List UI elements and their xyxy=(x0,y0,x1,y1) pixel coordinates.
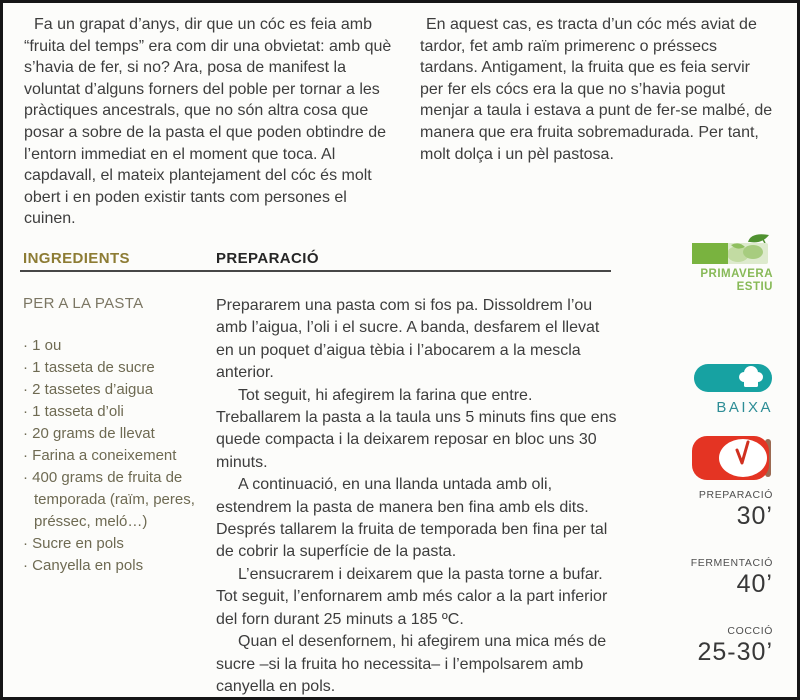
intro-paragraph-right: En aquest cas, es tracta d’un cóc més aviat de tardor, fet amb raïm primerenc o préssecs tardans. Antigament, la fruita que es feia servir per fer els cócs era la que no s’havia pogut menjar a taula i estava a punt de fer-se malbé, de manera que era fruita sobremadurada. Per tant, molt dolça i un pèl pastosa. xyxy=(420,16,773,163)
cooking-time-value: 25-30’ xyxy=(697,638,773,666)
fermentation-time-value: 40’ xyxy=(736,570,773,598)
ingredient-item: · Sucre en pols xyxy=(23,533,201,555)
preparation-column xyxy=(216,295,618,698)
clock-icon xyxy=(691,435,773,481)
ingredient-item: · 1 ou xyxy=(23,335,201,357)
ingredient-item: · 400 grams de fruita de temporada (raïm, peres, préssec, meló…) xyxy=(23,467,201,533)
ingredients-list xyxy=(23,335,201,577)
ingredients-header: INGREDIENTS xyxy=(23,250,130,267)
ingredient-item: · 1 tasseta d’oli xyxy=(23,401,201,423)
ingredients-column xyxy=(23,295,201,577)
preparation-paragraph: Tot seguit, hi afegirem la farina que entre. Treballarem la pasta a la taula uns 5 minuts fins que ens quede compacta i la deixarem reposar en bloc uns 30 minuts. xyxy=(216,386,617,471)
difficulty-label: BAIXA xyxy=(716,399,773,416)
ingredient-item: · 2 tassetes d’aigua xyxy=(23,379,201,401)
prep-time-value: 30’ xyxy=(736,502,773,530)
intro-paragraph-left: Fa un grapat d’anys, dir que un cóc es feia amb “fruita del temps” era com dir una obvietat: amb què s’havia de fer, si no? Ara, posa de manifest la voluntat d’alguns forners del poble per tornar a les pràctiques ancestrals, que no són altra cosa que posar a sobre de la pasta el que poden obtindre de l’entorn immediat en el moment que toca. Al capdavall, el mateix plantejament del cóc és molt obert i en poden existir tants com persones el cuinen. xyxy=(24,16,392,228)
season-line-2: ESTIU xyxy=(736,281,773,293)
preparation-paragraph: Prepararem una pasta com si fos pa. Dissoldrem l’ou amb l’aigua, l’oli i el sucre. A banda, desfarem el llevat en un poquet d’aigua tèbia i l’abocarem a la mescla anterior. xyxy=(216,297,600,382)
fermentation-time-label: FERMENTACIÓ xyxy=(690,557,773,569)
ingredient-item: · 20 grams de llevat xyxy=(23,423,201,445)
ingredient-item: · Canyella en pols xyxy=(23,555,201,577)
season-label xyxy=(659,268,773,294)
chef-hat-icon xyxy=(693,362,773,394)
info-sidebar xyxy=(659,231,775,666)
ingredient-item: · Farina a coneixement xyxy=(23,445,201,467)
preparation-paragraph: L’ensucrarem i deixarem que la pasta torne a bufar. Tot seguit, l’enfornarem amb més calor a la part inferior del forn durant 25 minuts a 185 ºC. xyxy=(216,565,608,628)
season-line-1: PRIMAVERA xyxy=(700,268,773,280)
section-divider xyxy=(20,270,611,272)
cooking-time-label: COCCIÓ xyxy=(727,625,773,637)
vegetables-leaf-icon xyxy=(691,231,773,265)
preparation-paragraph: Quan el desenfornem, hi afegirem una mica més de sucre –si la fruita ho necessita– i l’empolsarem amb canyella en pols. xyxy=(216,633,607,695)
preparation-paragraph: A continuació, en una llanda untada amb oli, estendrem la pasta de manera ben fina amb els dits. Després tallarem la fruita de temporada ben fina per tal de cobrir la superfície de la pasta. xyxy=(216,476,608,561)
ingredient-item: · 1 tasseta de sucre xyxy=(23,357,201,379)
preparation-header: PREPARACIÓ xyxy=(216,250,319,267)
ingredients-subheader: PER A LA PASTA xyxy=(23,295,144,312)
prep-time-label: PREPARACIÓ xyxy=(698,489,773,501)
